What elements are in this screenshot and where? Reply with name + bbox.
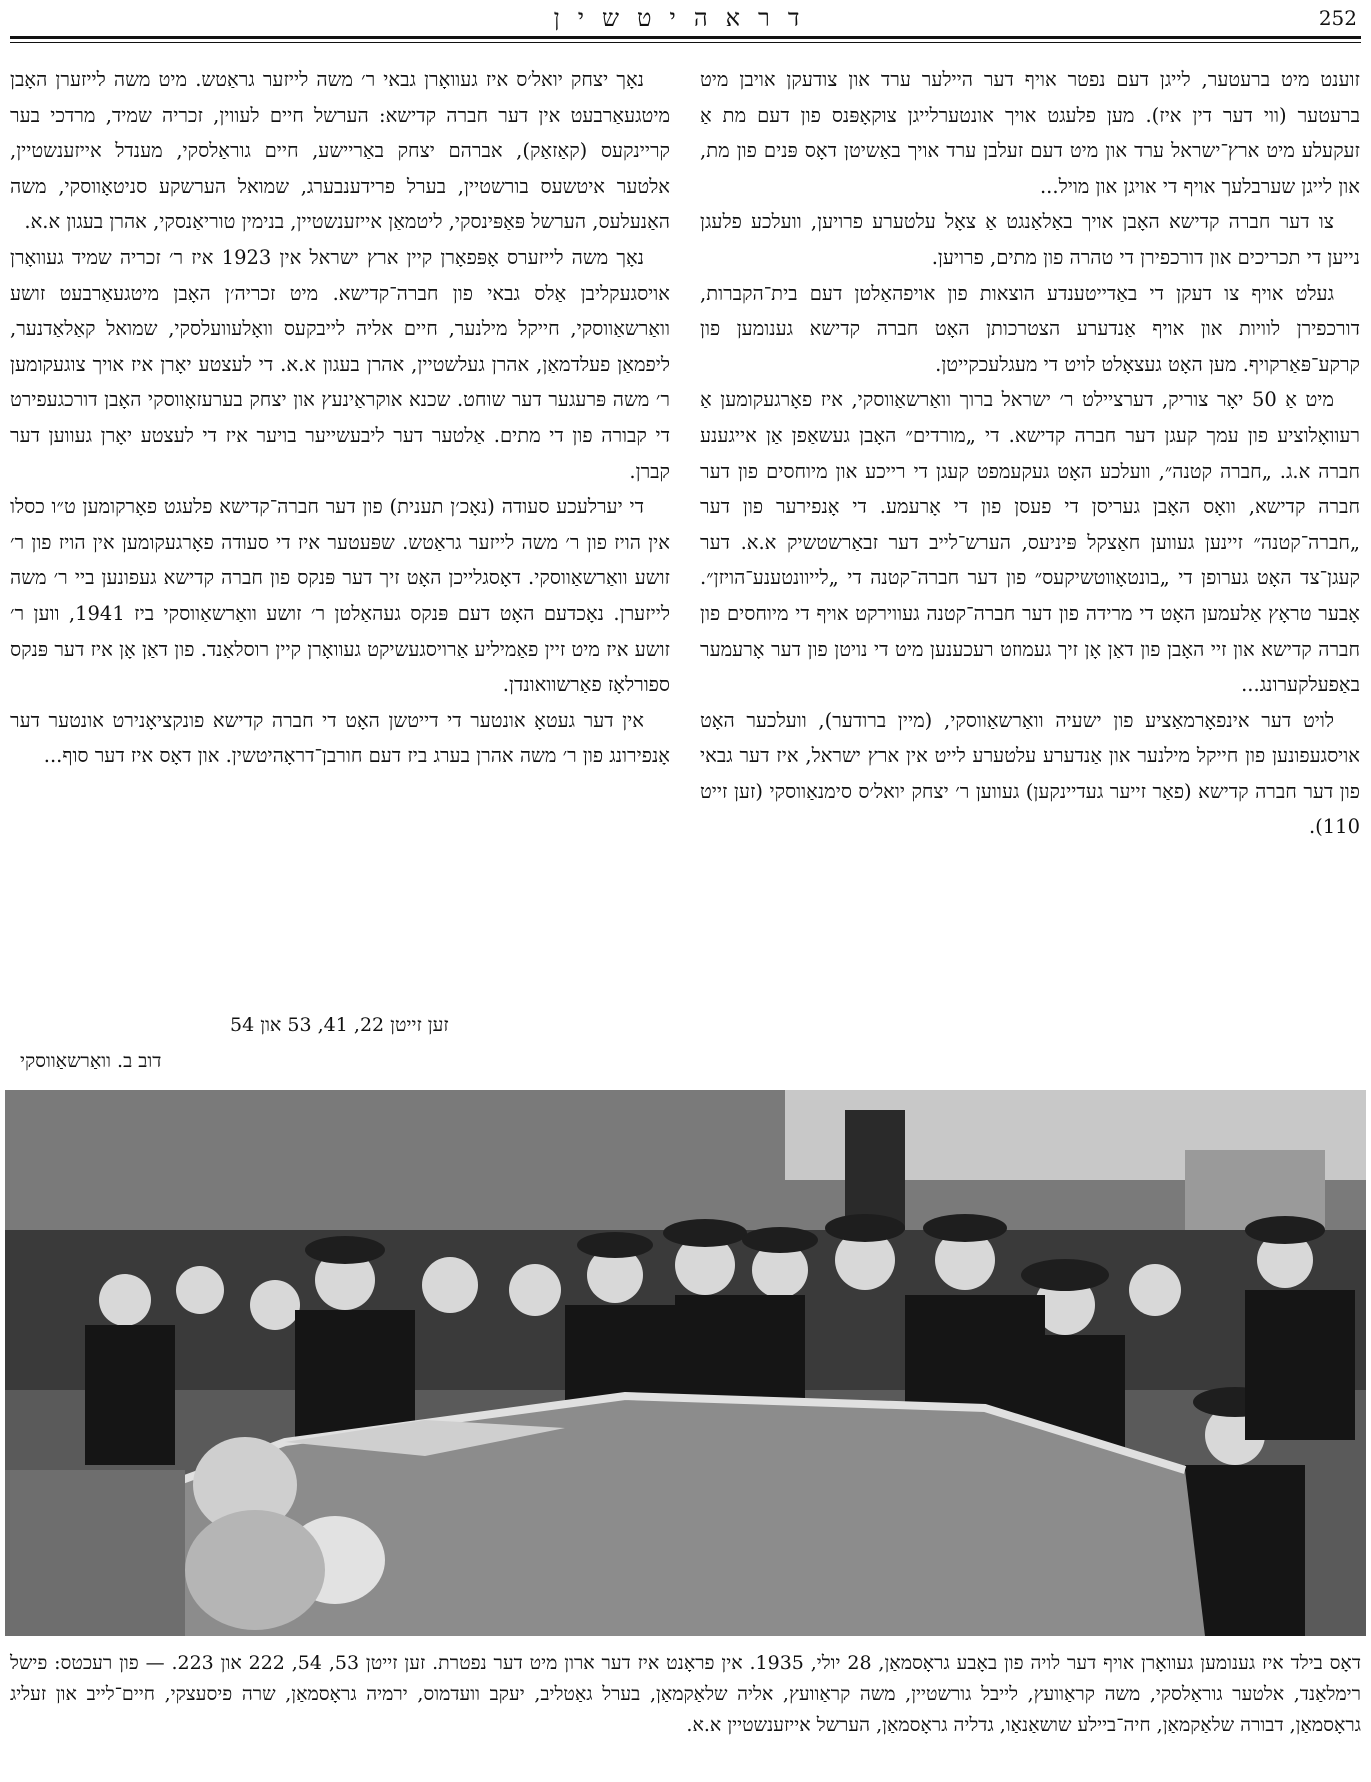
paragraph: זוענט מיט ברעטער, לייגן דעם נפטר אויף דער היילער ערד און צודעקן אויבן מיט ברעטער (ווי דער דין איז). מען פלעגט אויך אונטערלייגן צוקאָפּנס פון דעם מת אַ זעקעלע מיט ארץ־ישראל ערד און מיט דעם זעלבן ערד אויך באַשיטן דאָס פּנים פון מת, און לייגן שערבלעך אויף די אויגן און מויל...: [700, 68, 1360, 198]
paragraph: אין דער געטאָ אונטער די דייטשן האָט די חברה קדישא פונקציאָנירט אונטער דער אָנפירונג פון ר׳ משה אהרן בערג ביז דעם חורבן־דראָהיטשין. און דאָס איז דער סוף...: [10, 708, 670, 768]
funeral-photograph: [5, 1090, 1366, 1636]
paragraph: געלט אויף צו דעקן די באַדייטענדע הוצאות פון אויפהאַלטן דעם בית־הקברות, דורכפירן לוויות און אויף אַנדערע הצטרכותן האָט חברה קדישא גענומען פון קרקע־פּאַרקויף. מען האָט געצאָלט לויט די מעגלעכקייטן.: [700, 281, 1360, 376]
paragraph: נאָך משה לייזערס אָפּפאָרן קיין ארץ ישראל אין 1923 איז ר׳ זכריה שמיד געוואָרן אויסגעקליבן אַלס גבאי פון חברה־קדישא. מיט זכריה׳ן האָבן מיטגעאַרבעט זושע וואַרשאַווסקי, חייקל מילנער, חיים אליה לייבקעס וואָלעוועלסקי, שמואל קאַלאַדנער, ליפמאַן פעלדמאַן, אהרן געלשטיין, אהרן בעגון א.א. די לעצטע יאָרן איז אויך צוגעקומען ר׳ משה פּרעגער דער שוחט. שכנא אוקראַינעץ און יצחק בערעזאָווסקי האָבן דורכגעפירט די קבורה פון די מתים. אַלטער דער ליבעשייער בויער איז די לעצטע יאָרן געווען דער קברן.: [10, 245, 670, 483]
header-rule-thin: [10, 42, 1361, 43]
paragraph: די יערלעכע סעודה (נאָכ׳ן תענית) פון דער חברה־קדישא פלעגט פאָרקומען ט״ו כסלו אין הויז פון ר׳ משה לייזער גראַטש. שפּעטער איז די סעודה פאָרגעקומען אין הויז פון ר׳ זושע וואַרשאַווסקי. דאָסגלייכן האָט זיך דער פּנקס פון חברה קדישא געפונען ביי ר׳ משה לייזערן. נאָכדעם האָט דעם פּנקס געהאַלטן ר׳ זושע וואַרשאַווסקי ביז 1941, ווען ר׳ זושע איז מיט זיין פאַמיליע אַרויסגעשיקט געוואָרן קיין רוסלאַנד. פון דאַן אָן איז דער פּנקס ספורלאָז פאַרשוואונדן.: [10, 495, 670, 697]
photo-caption: דאָס בילד איז גענומען געוואָרן אויף דער לויה פון באָבע גראָסמאַן, 28 יולי, 1935. אין פראָנט איז דער ארון מיט דער נפטרת. זען זייטן 53, 54, 222 און 223. — פון רעכטס: פישל רימלאַנד, אלטער גוראַלסקי, משה קראַוועץ, לייבל גורשטיין, משה קראַוועץ, אליה שלאַקמאַן, בערל גאַטליב, יעקב וועדמוס, ירמיה גראָסמאַן, שרה פיסעצקי, חיים־לייב און זעליג גראָסמאַן, דבורה שלאַקמאַן, חיה־ביילע שושאַנאַו, גדליה גראָסמאַן, הערשל אייזענשטיין א.א.: [10, 1652, 1361, 1736]
header-rule-thick: [10, 36, 1361, 39]
page-number: 252: [1318, 6, 1357, 30]
paragraph: צו דער חברה קדישא האָבן אויך באַלאַנגט אַ צאָל עלטערע פרויען, וועלכע פלעגן נייען די תכריכים און דורכפירן די טהרה פון מתים, פרויען.: [700, 210, 1360, 269]
paragraph: לויט דער אינפאָרמאַציע פון ישעיה וואַרשאַווסקי, (מיין ברודער), וועלכער האָט אויסגעפונען פון חייקל מילנער און אַנדערע עלטערע לייט אין ארץ ישראל, איז דער גבאי פון דער חברה קדישא (פאַר זייער געדיינקען) געווען ר׳ יצחק יואל׳ס סימנאַווסקי (זען זייט 110).: [700, 708, 1360, 839]
page-header: [0, 0, 1371, 46]
text-column-right: [700, 62, 1360, 845]
running-title: דראהיטשין: [553, 4, 818, 32]
page-references: זען זייטן 22, 41, 53 און 54: [230, 1014, 449, 1036]
photo-illustration: [5, 1090, 1366, 1636]
text-column-left: [10, 62, 670, 774]
author-signature: דוב ב. וואַרשאַווסקי: [20, 1050, 162, 1072]
paragraph: מיט אַ 50 יאָר צוריק, דערציילט ר׳ ישראל ברוך וואַרשאַווסקי, איז פאָרגעקומען אַ רעוואָלוציע פון עמך קעגן דער חברה קדישא. די „מורדים״ האָבן געשאַפן אַן אייגענע חברה א.ג. „חברה קטנה״, וועלכע האָט געקעמפט קעגן די רייכע און מיוחסים פון דער חברה קדישא, וואָס האָבן געריסן די פעסן פון די אָרעמע. די אָנפירער פון דער „חברה־קטנה״ זיינען געווען חאַצקל פּיניעס, הערש־לייב דער זבאַרשטשיק א.א. דער קעגן־צד האָט גערופן די „בונטאָווטשיקעס״ פון דער חברה־קטנה די „לייוונטענע־הויזן״. אָבער טראָץ אַלעמען האָט די מרידה פון דער חברה־קטנה געווירקט אויף די מיוחסים פון חברה קדישא און זיי האָבן פון דאַן אָן זיך געמוזט רעכענען מיט די נויטן פון דער אָרעמער באַפעלקערונג...: [700, 388, 1360, 697]
paragraph: נאָך יצחק יואל׳ס איז געוואָרן גבאי ר׳ משה לייזער גראַטש. מיט משה לייזערן האָבן מיטגעאַרבעט אין דער חברה קדישא: הערשל חיים לעווין, זכריה שמיד, מרדכי בער קריינקעס (קאַזאַק), אברהם יצחק באַריישע, חיים גוראַלסקי, מענדל אייזענשטיין, אלטער איטשעס בורשטיין, בערל פרידענבערג, שמואל הערשקע סניטאָווסקי, משה האַנעלעס, הערשל פּאַפּינסקי, ליטמאַן אייזענשטיין, בנימין טוריאַנסקי, אהרן בעגון א.א.: [10, 68, 670, 234]
